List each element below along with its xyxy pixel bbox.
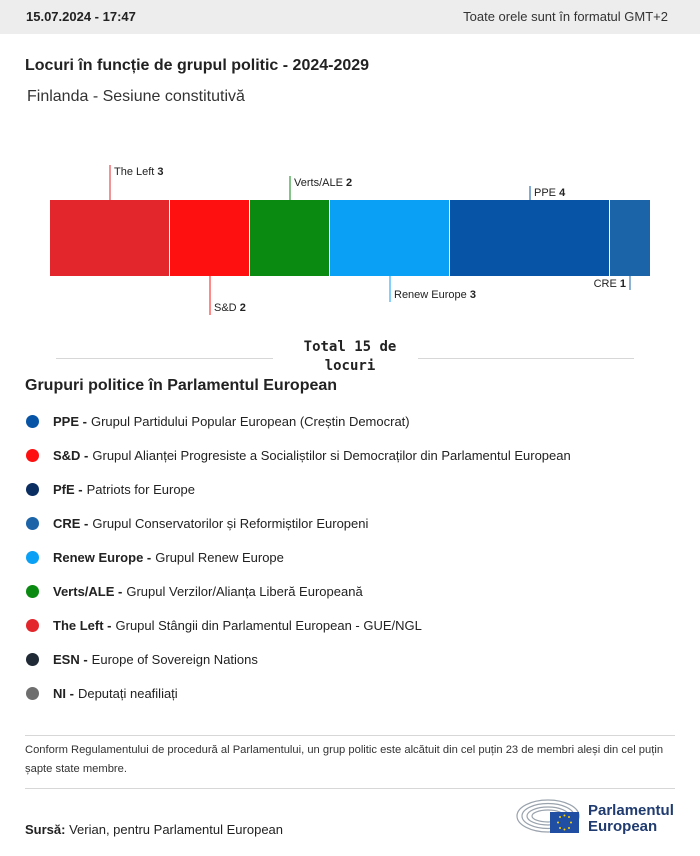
- legend-abbr: ESN -: [53, 651, 88, 667]
- parliament-emblem-icon: [516, 797, 582, 837]
- total-divider-right: [418, 358, 634, 359]
- footer-divider-top: [25, 735, 675, 736]
- legend-dot-icon: [26, 415, 39, 428]
- legend-dot-icon: [26, 449, 39, 462]
- source-label: Sursă:: [25, 822, 66, 837]
- legend-description: Grupul Partidului Popular European (Creștin Democrat): [90, 413, 410, 429]
- legend-description: Deputați neafiliați: [77, 685, 178, 701]
- european-parliament-logo: [516, 797, 681, 837]
- segment-label-the-left: The Left 3: [114, 166, 164, 178]
- legend-dot-icon: [26, 619, 39, 632]
- legend-item: [26, 574, 571, 608]
- legend-description: Europe of Sovereign Nations: [91, 651, 258, 667]
- legend-item: [26, 438, 571, 472]
- logo-line-1: Parlamentul: [588, 802, 674, 819]
- legend-item: [26, 472, 571, 506]
- legend-abbr: Verts/ALE -: [53, 583, 123, 599]
- total-divider-left: [56, 358, 273, 359]
- legend-abbr: S&D -: [53, 447, 89, 463]
- legend-title: Grupuri politice în Parlamentul European: [25, 377, 338, 394]
- legend-abbr: PfE -: [53, 481, 83, 497]
- segment-label-s-d: S&D 2: [214, 302, 246, 314]
- legend-abbr: CRE -: [53, 515, 89, 531]
- bar-segment-s-d: [170, 200, 249, 276]
- total-seats: Total 15 de locuri: [303, 339, 397, 374]
- segment-label-renew-europe: Renew Europe 3: [394, 289, 476, 301]
- bar-segment-ppe: [450, 200, 609, 276]
- legend-dot-icon: [26, 483, 39, 496]
- source-text: Verian, pentru Parlamentul European: [69, 822, 284, 837]
- legend-list: [26, 404, 571, 710]
- legend-abbr: The Left -: [53, 617, 112, 633]
- footer-note: Conform Regulamentului de procedură al Parlamentului, un grup politic este alcătuit din cel puțin 23 de membri aleși din cel puțin șapte state membre.: [25, 744, 664, 775]
- bar-segment-cre: [610, 200, 650, 276]
- legend-abbr: Renew Europe -: [53, 549, 152, 565]
- footer-divider-bottom: [25, 788, 675, 789]
- source-line: [25, 822, 283, 837]
- legend-dot-icon: [26, 551, 39, 564]
- legend-dot-icon: [26, 687, 39, 700]
- top-bar: [0, 0, 700, 34]
- bar-segment-verts-ale: [250, 200, 329, 276]
- logo-line-2: European: [588, 818, 658, 835]
- timezone-note: Toate orele sunt în formatul GMT+2: [463, 9, 668, 24]
- legend-description: Grupul Renew Europe: [155, 549, 284, 565]
- segment-label-ppe: PPE 4: [534, 187, 566, 199]
- segment-label-cre: CRE 1: [593, 278, 626, 290]
- seat-chart: [0, 130, 700, 330]
- legend-description: Patriots for Europe: [86, 481, 196, 497]
- bar-segment-the-left: [50, 200, 169, 276]
- legend-abbr: NI -: [53, 685, 74, 701]
- legend-item: [26, 506, 571, 540]
- chart-title: Locuri în funcție de grupul politic - 2024-2029: [25, 57, 370, 74]
- legend-abbr: PPE -: [53, 413, 87, 429]
- legend-dot-icon: [26, 517, 39, 530]
- legend-description: Grupul Verzilor/Alianța Liberă Europeană: [126, 583, 363, 599]
- legend-description: Grupul Conservatorilor și Reformiștilor Europeni: [92, 515, 369, 531]
- legend-item: [26, 676, 571, 710]
- legend-dot-icon: [26, 585, 39, 598]
- legend-item: [26, 608, 571, 642]
- legend-item: [26, 404, 571, 438]
- legend-description: Grupul Stângii din Parlamentul European - GUE/NGL: [115, 617, 422, 633]
- bar-segment-renew-europe: [330, 200, 449, 276]
- legend-description: Grupul Alianței Progresiste a Socialiștilor si Democraților din Parlamentul European: [92, 447, 571, 463]
- legend-item: [26, 642, 571, 676]
- logo-text: [588, 803, 674, 835]
- legend-dot-icon: [26, 653, 39, 666]
- legend-item: [26, 540, 571, 574]
- chart-subtitle: Finlanda - Sesiune constitutivă: [27, 88, 245, 105]
- datetime: 15.07.2024 - 17:47: [26, 9, 136, 24]
- segment-label-verts-ale: Verts/ALE 2: [294, 177, 353, 189]
